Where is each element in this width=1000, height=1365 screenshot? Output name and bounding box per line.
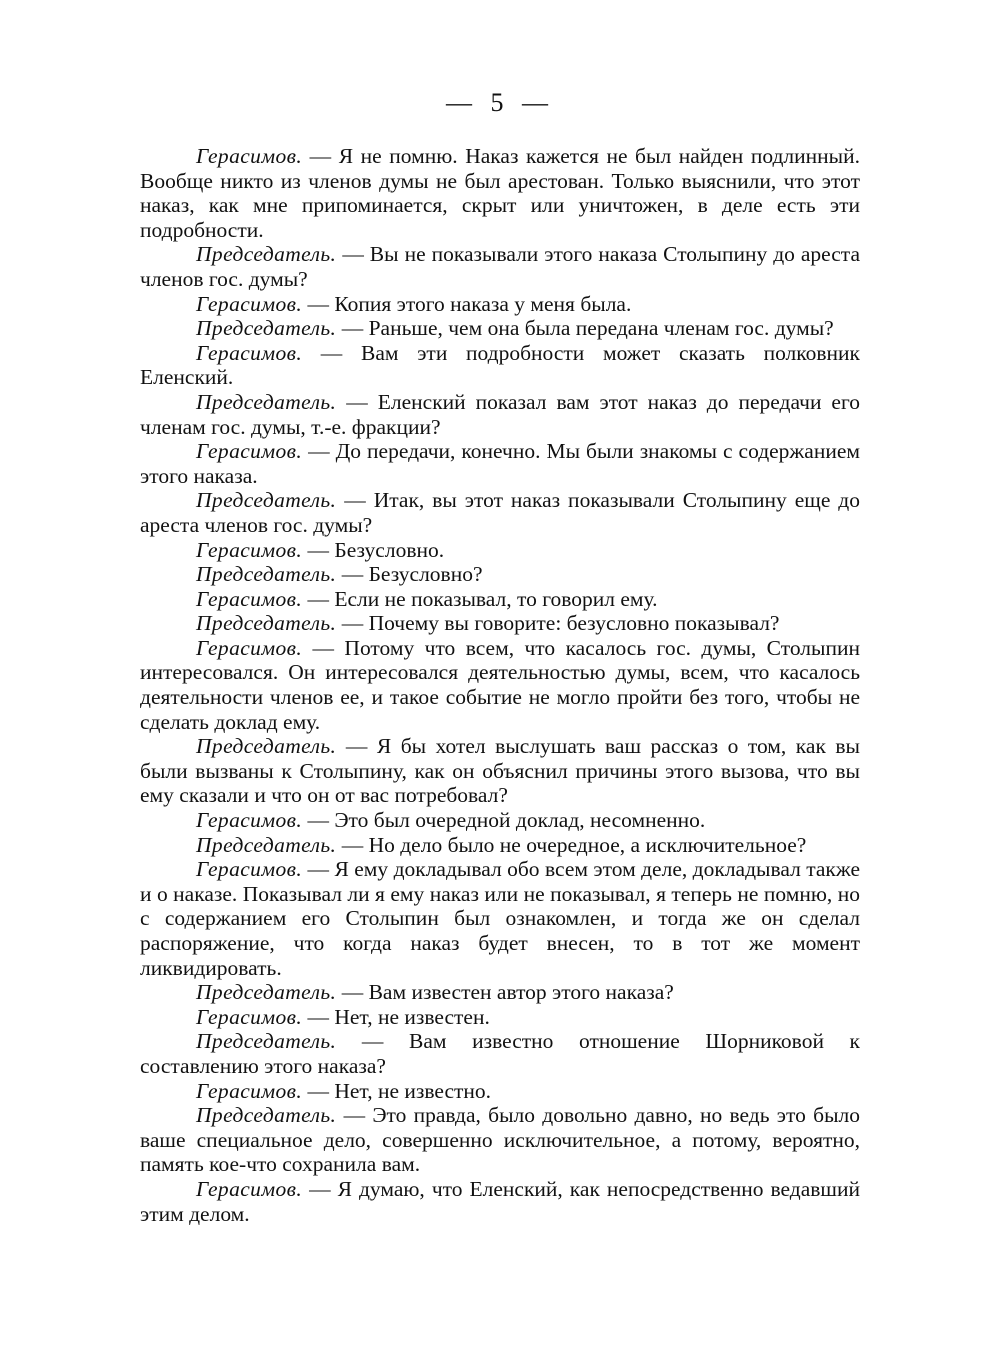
transcript-paragraph xyxy=(140,611,860,636)
speech-text: — Но дело было не очередное, а исключительное? xyxy=(336,832,807,857)
transcript-paragraph xyxy=(140,538,860,563)
transcript-paragraph xyxy=(140,144,860,242)
speaker-name: Герасимов. xyxy=(196,808,303,833)
speaker-name: Герасимов. xyxy=(196,1004,303,1029)
speaker-name: Герасимов. xyxy=(196,635,303,660)
speaker-name: Председатель. xyxy=(196,611,337,636)
transcript-paragraph xyxy=(140,292,860,317)
transcript-paragraph xyxy=(140,1029,860,1078)
speaker-name: Герасимов. xyxy=(196,586,303,611)
speech-text: — Вы не показывали этого наказа Столыпину до ареста членов гос. думы? xyxy=(140,242,860,291)
speech-text: — Вам эти подробности может сказать полковник Еленский. xyxy=(140,340,860,390)
speech-text: — Безусловно. xyxy=(302,537,445,562)
transcript-paragraph xyxy=(140,1005,860,1030)
speaker-name: Председатель. xyxy=(196,242,337,267)
speech-text: — Нет, не известен. xyxy=(302,1004,490,1029)
speech-text: — Безусловно? xyxy=(336,562,483,587)
speech-text: — Я не помню. Наказ кажется не был найден подлинный. Вообще никто из членов думы не был арестован. Только выяснили, что этот наказ, как мне припоминается, скрыт или уничтожен, в деле есть эти подробности. xyxy=(140,144,860,242)
speaker-name: Председатель. xyxy=(196,488,337,513)
transcript-paragraph xyxy=(140,1079,860,1104)
transcript-paragraph xyxy=(140,488,860,537)
transcript-paragraph xyxy=(140,587,860,612)
transcript-paragraph xyxy=(140,439,860,488)
speaker-name: Герасимов. xyxy=(196,1176,303,1201)
transcript-body xyxy=(140,144,860,1226)
transcript-paragraph xyxy=(140,341,860,390)
page-number: — 5 — xyxy=(446,88,554,117)
transcript-paragraph xyxy=(140,562,860,587)
transcript-paragraph xyxy=(140,242,860,291)
speech-text: — Почему вы говорите: безусловно показывал? xyxy=(336,611,780,636)
speech-text: — Итак, вы этот наказ показывали Столыпину еще до ареста членов гос. думы? xyxy=(140,488,860,537)
speaker-name: Председатель. xyxy=(196,980,337,1005)
speaker-name: Герасимов. xyxy=(196,340,303,365)
transcript-paragraph xyxy=(140,390,860,439)
speech-text: — Вам известно отношение Шорниковой к составлению этого наказа? xyxy=(140,1029,860,1078)
transcript-paragraph xyxy=(140,808,860,833)
speech-text: — Я думаю, что Еленский, как непосредственно ведавший этим делом. xyxy=(140,1176,860,1226)
speaker-name: Председатель. xyxy=(196,1029,337,1054)
transcript-paragraph xyxy=(140,1103,860,1177)
transcript-paragraph xyxy=(140,734,860,808)
speaker-name: Председатель. xyxy=(196,832,337,857)
transcript-paragraph xyxy=(140,316,860,341)
speech-text: — Вам известен автор этого наказа? xyxy=(336,980,674,1005)
speech-text: — Это был очередной доклад, несомненно. xyxy=(302,808,706,833)
speaker-name: Герасимов. xyxy=(196,144,303,168)
transcript-paragraph xyxy=(140,980,860,1005)
speaker-name: Герасимов. xyxy=(196,291,303,316)
speaker-name: Председатель. xyxy=(196,316,337,341)
speech-text: — Я бы хотел выслушать ваш рассказ о том, как вы были вызваны к Столыпину, как он объяснил причины этого вызова, что вы ему сказали и что он от вас потребовал? xyxy=(140,734,860,808)
speaker-name: Председатель. xyxy=(196,1103,337,1128)
speech-text: — Копия этого наказа у меня была. xyxy=(302,291,632,316)
speech-text: — Если не показывал, то говорил ему. xyxy=(302,586,658,611)
transcript-paragraph xyxy=(140,1177,860,1226)
speech-text: — Я ему докладывал обо всем этом деле, докладывал также и о наказе. Показывал ли я ему наказ или не показывал, я теперь не помню, но с содержанием его Столыпин был ознакомлен, и тогда же он сделал распоряжение, что когда наказ будет внесен, то в тот же момент ликвидировать. xyxy=(140,857,860,980)
speaker-name: Герасимов. xyxy=(196,857,303,882)
speaker-name: Председатель. xyxy=(196,734,337,759)
speech-text: — Раньше, чем она была передана членам гос. думы? xyxy=(336,316,834,341)
transcript-paragraph xyxy=(140,833,860,858)
speaker-name: Председатель. xyxy=(196,389,337,414)
transcript-paragraph xyxy=(140,636,860,734)
speech-text: — Это правда, было довольно давно, но ведь это было ваше специальное дело, совершенно исключительное, а потому, вероятно, память кое-что сохранила вам. xyxy=(140,1103,860,1177)
speaker-name: Герасимов. xyxy=(196,1078,303,1103)
speaker-name: Председатель. xyxy=(196,562,337,587)
speaker-name: Герасимов. xyxy=(196,537,303,562)
speech-text: — До передачи, конечно. Мы были знакомы с содержанием этого наказа. xyxy=(140,439,860,488)
transcript-paragraph xyxy=(140,857,860,980)
speech-text: — Потому что всем, что касалось гос. думы, Столыпин интересовался. Он интересовался деятельностью думы, всем, что касалось деятельности членов ее, и такое событие не могло пройти без того, чтобы не сделать доклад ему. xyxy=(140,635,860,734)
speech-text: — Еленский показал вам этот наказ до передачи его членам гос. думы, т.-е. фракции? xyxy=(140,389,860,439)
speaker-name: Герасимов. xyxy=(196,439,303,464)
speech-text: — Нет, не известно. xyxy=(302,1078,492,1103)
